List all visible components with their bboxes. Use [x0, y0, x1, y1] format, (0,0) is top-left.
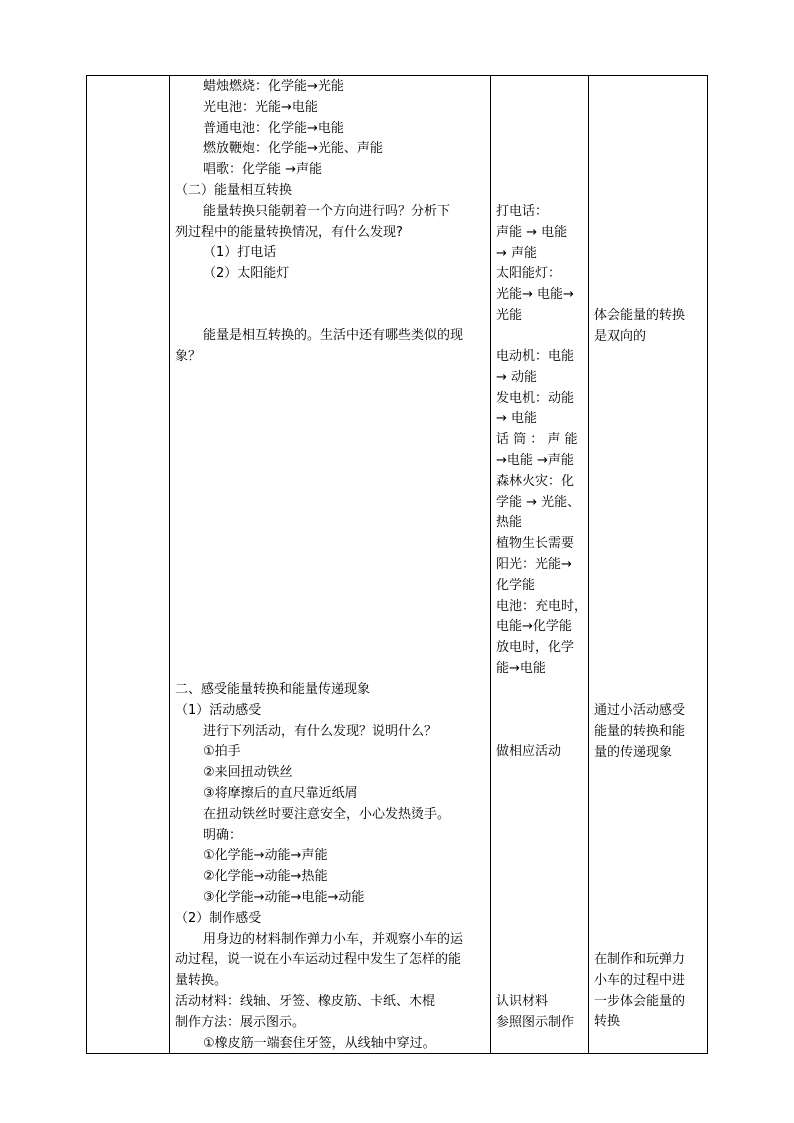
intent-line: 小车的过程中进 — [594, 972, 686, 988]
safety-note: 在扭动铁丝时要注意安全，小心发热烫手。 — [203, 806, 451, 822]
student-line: 化学能 — [496, 577, 536, 593]
clarify-item: ①化学能→动能→声能 — [203, 848, 328, 864]
student-line: 光能→ 电能→ — [496, 287, 574, 303]
student-column-block1 — [496, 202, 574, 327]
make-line: 量转换。 — [175, 973, 228, 989]
column-divider-3 — [588, 76, 589, 1053]
intent-line: 能量的转换和能 — [594, 723, 686, 739]
question-line: 能量转换只能朝着一个方向进行吗？分析下 — [203, 203, 451, 219]
clarify-label: 明确： — [203, 827, 243, 843]
intent-line: 量的传递现象 — [594, 744, 673, 760]
main-column-block1 — [175, 77, 450, 285]
student-line: 参照图示制作 — [496, 1014, 575, 1030]
student-column-make — [496, 992, 574, 1034]
student-line: 话 筒 ： 声 能 — [496, 432, 578, 448]
conclusion-line: 象？ — [175, 348, 202, 364]
lesson-plan-table — [86, 75, 708, 1054]
intent-column-block1 — [594, 306, 685, 348]
main-column-part2 — [175, 680, 463, 1054]
energy-example-line: 唱歌：化学能 →声能 — [203, 162, 323, 178]
student-column-activity — [496, 742, 561, 763]
make-line: 用身边的材料制作弹力小车，并观察小车的运 — [203, 931, 464, 947]
student-line: 认识材料 — [496, 994, 549, 1009]
student-line: 光能 — [496, 307, 523, 323]
intent-line: 通过小活动感受 — [594, 703, 686, 718]
student-column-block2 — [496, 347, 587, 680]
conclusion-line: 能量是相互转换的。生活中还有哪些类似的现 — [203, 328, 464, 343]
main-column-conclusion — [175, 326, 463, 368]
activity-title: （1）活动感受 — [175, 702, 262, 718]
student-line: 发电机：动能 — [496, 390, 575, 406]
activity-item: ①拍手 — [203, 744, 241, 760]
column-divider-2 — [490, 76, 491, 1053]
intent-line: 体会能量的转换 — [594, 308, 686, 323]
student-line: 太阳能灯： — [496, 266, 562, 282]
clarify-item: ②化学能→动能→热能 — [203, 869, 328, 885]
section-two-title: （二）能量相互转换 — [175, 182, 293, 198]
question-item: （1）打电话 — [203, 245, 277, 261]
student-line: → 电能 — [496, 411, 538, 427]
activity-item: ③将摩擦后的直尺靠近纸屑 — [203, 785, 358, 801]
energy-example-line: 蜡烛燃烧：化学能→光能 — [203, 79, 344, 94]
intent-line: 转换 — [594, 1014, 621, 1030]
student-line: 学能 → 光能、 — [496, 494, 581, 510]
energy-example-line: 燃放鞭炮：化学能→光能、声能 — [203, 141, 383, 157]
clarify-item: ③化学能→动能→电能→动能 — [203, 889, 365, 905]
step-line: ①橡皮筋一端套住牙签，从线轴中穿过。 — [203, 1035, 436, 1051]
student-line: 声能 → 电能 — [496, 224, 568, 240]
student-line: 植物生长需要 — [496, 536, 575, 552]
intent-column-block3 — [594, 950, 685, 1033]
energy-example-line: 光电池：光能→电能 — [203, 99, 318, 115]
student-line: 电动机：电能 — [496, 349, 575, 364]
student-line: →电能 →声能 — [496, 452, 574, 468]
student-line: → 动能 — [496, 369, 538, 385]
energy-example-line: 普通电池：化学能→电能 — [203, 120, 344, 136]
activity-prompt: 进行下列活动，有什么发现？说明什么？ — [203, 723, 438, 739]
student-line: 阳光：光能→ — [496, 556, 572, 572]
materials-line: 活动材料：线轴、牙签、橡皮筋、卡纸、木棍 — [175, 993, 436, 1009]
intent-line: 一步体会能量的 — [594, 993, 686, 1009]
column-divider-1 — [169, 76, 170, 1053]
make-line: 动过程，说一说在小车运动过程中发生了怎样的能 — [175, 952, 462, 968]
student-line: 森林火灾：化 — [496, 473, 575, 489]
student-line: 做相应活动 — [496, 744, 562, 759]
activity-item: ②来回扭动铁丝 — [203, 765, 293, 781]
student-line: 电池：充电时， — [496, 598, 588, 614]
student-line: 放电时，化学 — [496, 640, 575, 656]
part-two-title: 二、感受能量转换和能量传递现象 — [175, 682, 371, 697]
intent-column-block2 — [594, 701, 685, 763]
intent-line: 在制作和玩弹力 — [594, 952, 686, 967]
intent-line: 是双向的 — [594, 328, 647, 344]
student-line: 打电话： — [496, 204, 549, 219]
student-line: 能→电能 — [496, 660, 546, 676]
method-line: 制作方法：展示图示。 — [175, 1014, 306, 1030]
question-line: 列过程中的能量转换情况，有什么发现? — [175, 224, 403, 240]
make-title: （2）制作感受 — [175, 910, 262, 926]
student-line: 热能 — [496, 515, 523, 531]
question-item: （2）太阳能灯 — [203, 266, 290, 282]
student-line: 电能→化学能 — [496, 619, 572, 635]
student-line: → 声能 — [496, 245, 538, 261]
